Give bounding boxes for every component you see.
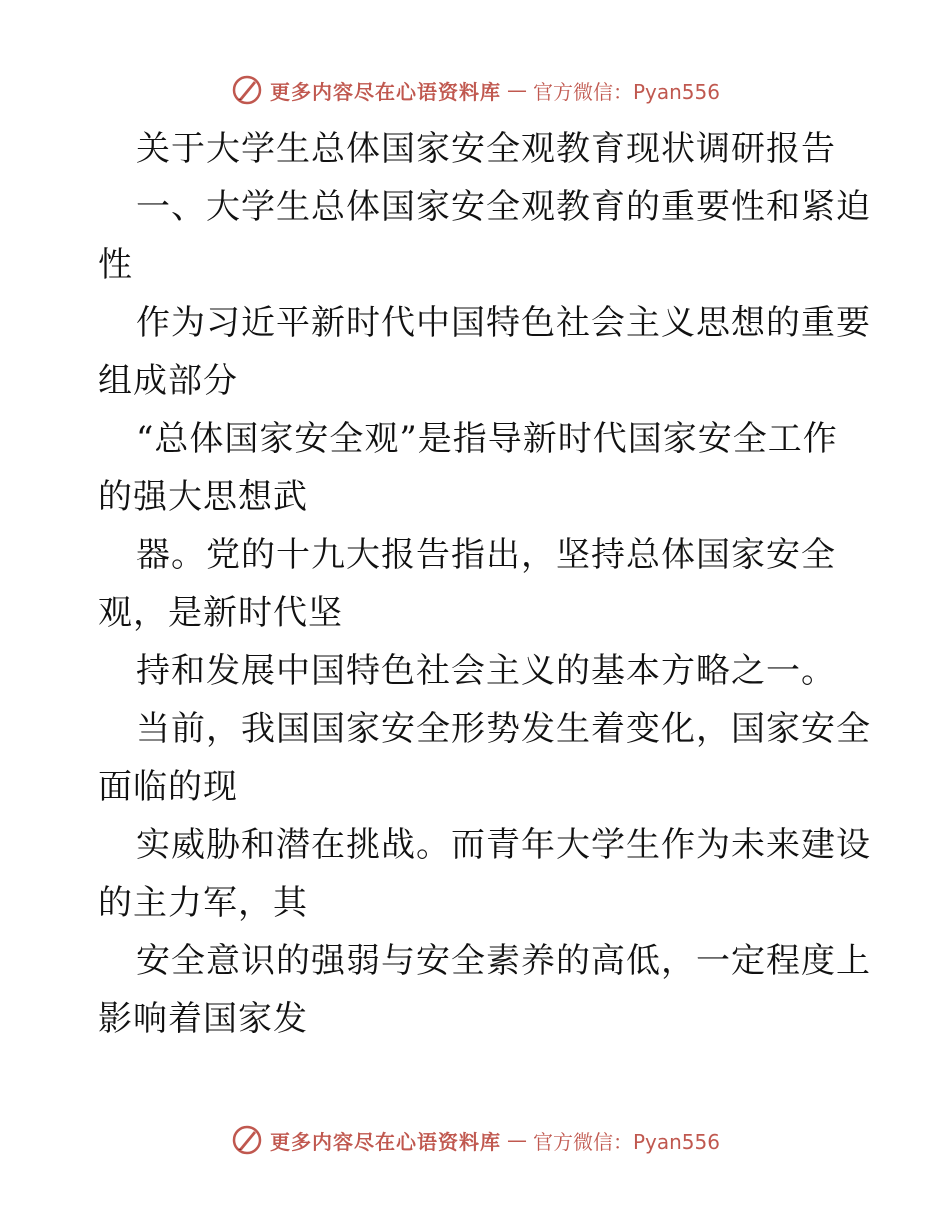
text-line: 一、大学生总体国家安全观教育的重要性和紧迫 <box>136 187 871 227</box>
watermark-separator: — <box>506 1128 527 1152</box>
text-line: “总体国家安全观”是指导新时代国家安全工作 <box>136 419 838 459</box>
text-line: 器。党的十九大报告指出，坚持总体国家安全 <box>136 535 836 575</box>
watermark-brand: 更多内容尽在心语资料库 <box>269 79 501 104</box>
text-line: 性 <box>98 245 133 285</box>
text-line: 实威胁和潜在挑战。而青年大学生作为未来建设 <box>136 825 871 865</box>
text-line: 当前，我国国家安全形势发生着变化，国家安全 <box>136 709 871 749</box>
text-line: 关于大学生总体国家安全观教育现状调研报告 <box>136 129 836 169</box>
header-watermark <box>0 70 950 110</box>
footer-watermark <box>0 1120 950 1160</box>
text-line: 安全意识的强弱与安全素养的高低，一定程度上 <box>136 941 871 981</box>
text-line: 的主力军，其 <box>98 883 308 923</box>
text-line: 的强大思想武 <box>98 477 308 517</box>
quill-logo-icon <box>230 1123 264 1157</box>
watermark-brand: 更多内容尽在心语资料库 <box>269 1129 501 1154</box>
watermark-wechat: 官方微信：Pyan556 <box>532 1129 720 1154</box>
quill-logo-icon <box>230 73 264 107</box>
watermark-wechat: 官方微信：Pyan556 <box>532 79 720 104</box>
text-line: 组成部分 <box>98 361 238 401</box>
watermark-separator: — <box>506 78 527 102</box>
text-line: 观，是新时代坚 <box>98 593 343 633</box>
text-line: 影响着国家发 <box>98 999 308 1039</box>
text-line: 作为习近平新时代中国特色社会主义思想的重要 <box>136 303 871 343</box>
document-body <box>98 120 871 1048</box>
text-line: 面临的现 <box>98 767 238 807</box>
text-line: 持和发展中国特色社会主义的基本方略之一。 <box>136 651 836 691</box>
